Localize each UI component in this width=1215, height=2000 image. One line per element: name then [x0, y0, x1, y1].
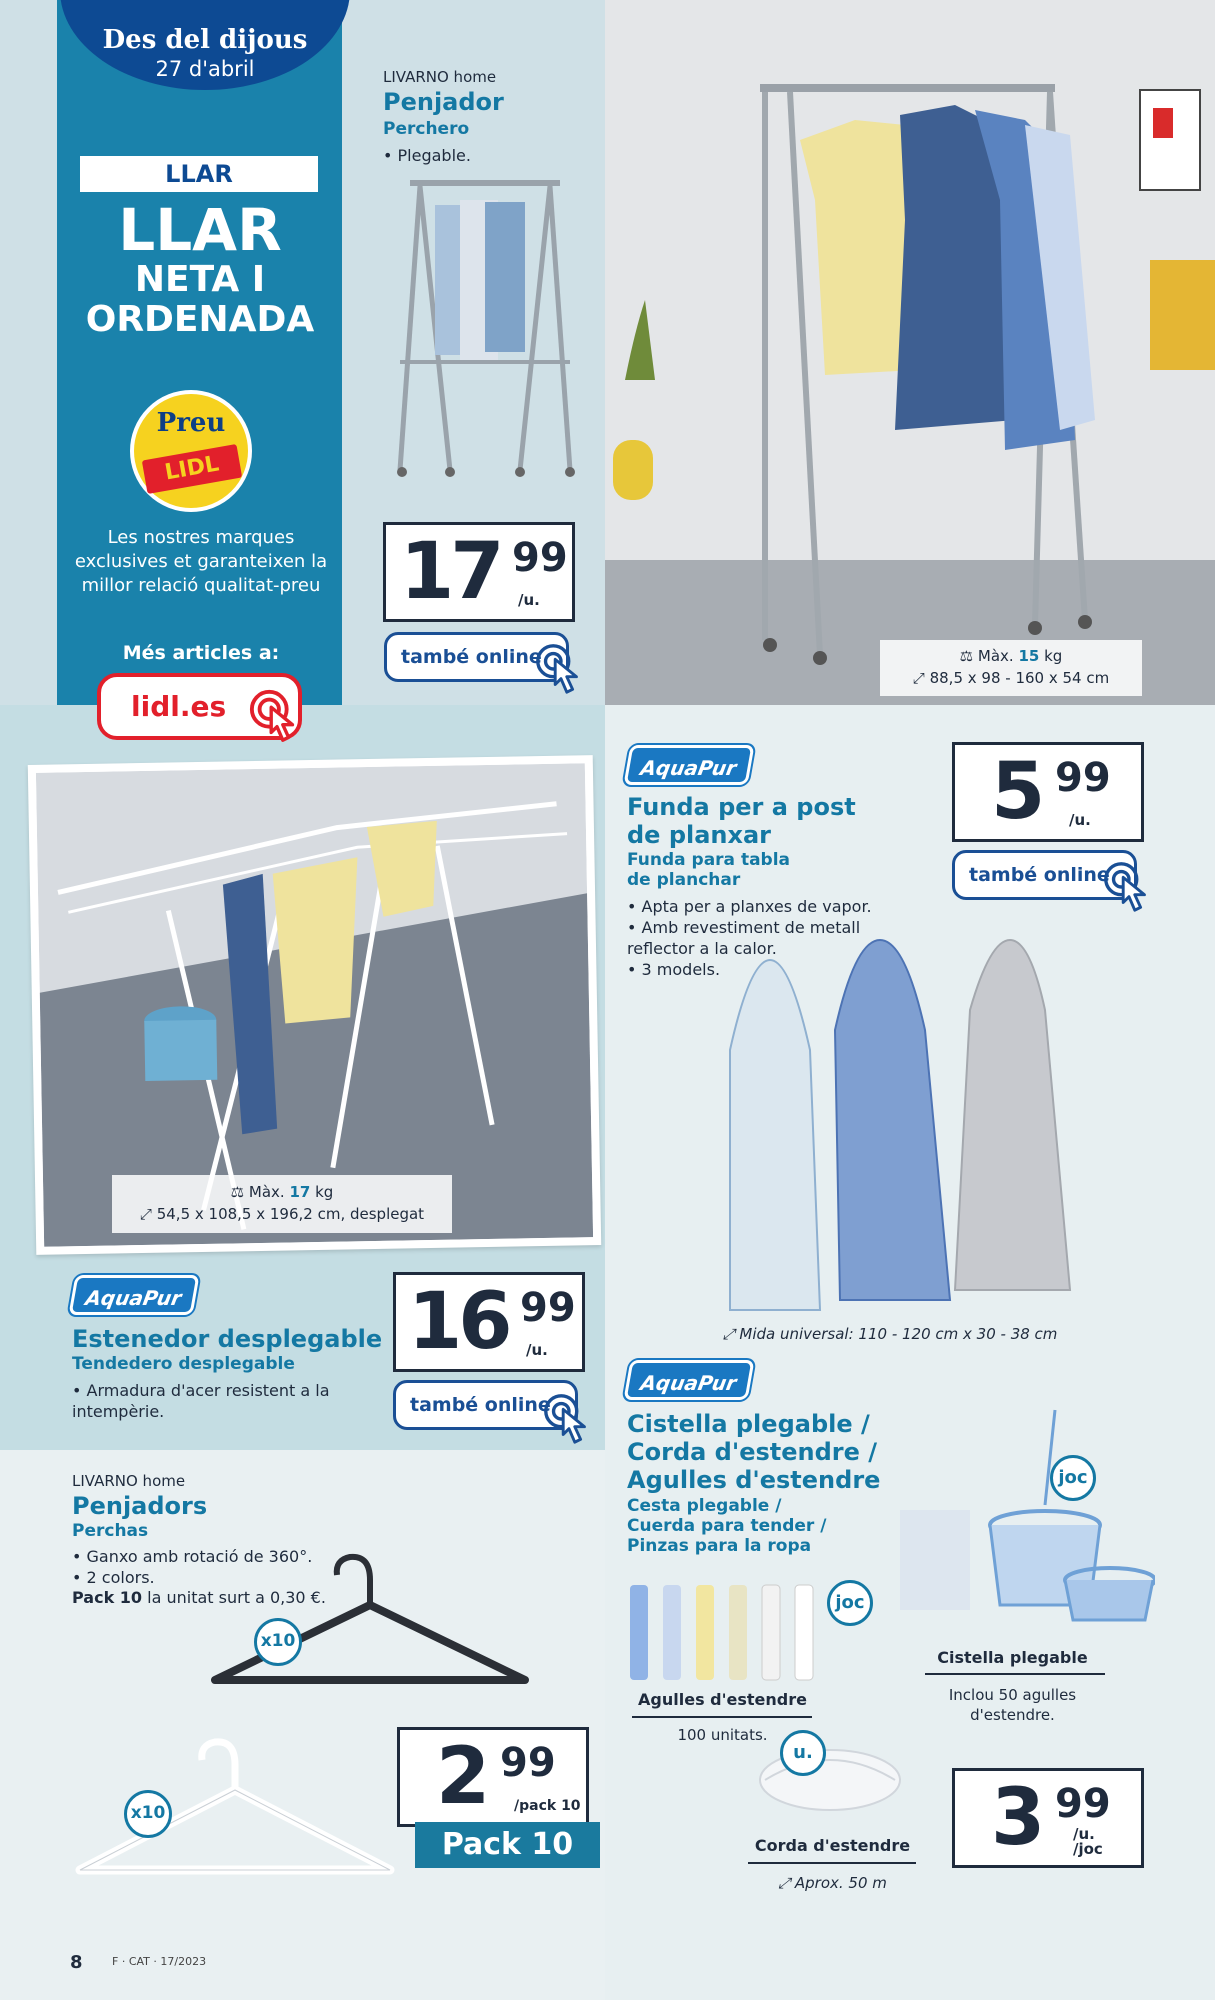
ironing-price-integer: 5	[991, 747, 1042, 837]
hangers-pack-note-bold: Pack 10	[72, 1588, 143, 1607]
drying-rack-spec-box	[112, 1175, 452, 1233]
hangers-price-unit: /pack 10	[514, 1798, 581, 1814]
laundry-price-box	[952, 1768, 1144, 1868]
rack-title: Penjador	[383, 88, 504, 116]
hangers-x10-badge-white: x10	[124, 1790, 172, 1838]
basket-joc-badge: joc	[1050, 1455, 1096, 1501]
rack-spec-load	[880, 645, 1142, 667]
hangers-price-box	[397, 1727, 589, 1827]
ironing-click-hand-icon	[1100, 858, 1158, 916]
ironing-online-button[interactable]: també online	[952, 850, 1137, 900]
dimension-arrow-icon: ⤢	[778, 1874, 791, 1892]
hangers-brand: LIVARNO home	[72, 1472, 186, 1490]
rack-price-decimals: 99	[512, 535, 568, 581]
ironing-covers-image	[700, 930, 1090, 1320]
hangers-subtitle: Perchas	[72, 1521, 149, 1541]
headline-line2: NETA I	[134, 259, 266, 300]
hangers-pack-note-text: la unitat surt a 0,30 €.	[147, 1588, 326, 1607]
basket-divider	[925, 1673, 1105, 1675]
hangers-x10-badge-black: x10	[254, 1618, 302, 1666]
website-link[interactable]: lidl.es	[97, 673, 302, 740]
ironing-brand-logo: AquaPur	[623, 745, 754, 785]
laundry-price-unit-line2: /joc	[1073, 1840, 1103, 1858]
weight-icon: ⚖	[230, 1183, 245, 1201]
hangers-pack-label: Pack 10	[415, 1822, 600, 1868]
laundry-price-unit-line1: /u.	[1073, 1825, 1095, 1843]
rack-spec-box	[880, 640, 1142, 696]
pegs-name: Agulles d'estendre	[638, 1690, 807, 1709]
drying-rack-brand-logo: AquaPur	[68, 1275, 199, 1315]
ironing-title-line1: Funda per a post	[627, 793, 856, 821]
rack-brand: LIVARNO home	[383, 68, 497, 86]
rack-click-hand-icon	[532, 640, 590, 698]
drying-rack-price-unit: /u.	[526, 1341, 548, 1359]
hangers-price-integer: 2	[436, 1732, 487, 1822]
ironing-price-decimals: 99	[1055, 755, 1111, 801]
brand-description: Les nostres marques exclusives et garanteixen la millor relació qualitat-preu	[74, 527, 328, 596]
laundry-subtitle-line2: Cuerda para tender /	[627, 1516, 827, 1536]
drying-rack-price-decimals: 99	[520, 1285, 576, 1331]
drying-rack-bullet: • Armadura d'acer resistent a la intempèrie.	[72, 1380, 362, 1422]
ironing-bullet: • Apta per a planxes de vapor.	[627, 896, 897, 917]
ironing-subtitle-line1: Funda para tabla	[627, 850, 791, 870]
page-number: 8	[70, 1952, 83, 1973]
rope-name: Corda d'estendre	[754, 1836, 911, 1855]
date-line1: Des del dijous	[102, 25, 308, 55]
drying-rack-subtitle: Tendedero desplegable	[72, 1354, 295, 1374]
more-articles-label: Més articles a:	[122, 642, 280, 664]
laundry-subtitle-line3: Pinzas para la ropa	[627, 1536, 812, 1556]
preu-lidl-logo	[130, 390, 252, 512]
rack-spec-load-label: Màx.	[977, 647, 1014, 665]
weight-icon: ⚖	[959, 647, 974, 665]
rack-online-button[interactable]: també online	[384, 632, 569, 682]
rack-product-image	[390, 170, 580, 490]
rack-price-integer: 17	[400, 527, 501, 617]
ironing-price-unit: /u.	[1069, 811, 1091, 829]
laundry-price-integer: 3	[991, 1773, 1042, 1863]
drying-rack-spec-load-unit: kg	[315, 1183, 334, 1201]
rope-unit-badge: u.	[780, 1730, 826, 1776]
rack-spec-size-row	[880, 667, 1142, 689]
drying-rack-spec-load-label: Màx.	[248, 1183, 285, 1201]
laundry-price-unit	[1073, 1827, 1103, 1857]
rack-spec-size: 88,5 x 98 - 160 x 54 cm	[929, 669, 1110, 687]
rope-length-row	[745, 1874, 920, 1892]
rack-lifestyle-photo	[605, 0, 1215, 705]
rope-divider	[748, 1862, 916, 1864]
dimension-arrow-icon: ⤢	[139, 1205, 152, 1223]
dimension-arrow-icon: ⤢	[912, 669, 925, 687]
hangers-bullet: • 2 colors.	[72, 1567, 312, 1588]
basket-name: Cistella plegable	[937, 1648, 1088, 1667]
drying-rack-click-hand-icon	[540, 1390, 598, 1448]
drying-rack-spec-size: 54,5 x 108,5 x 196,2 cm, desplegat	[156, 1205, 425, 1223]
date-badge	[60, 0, 350, 90]
rack-subtitle: Perchero	[383, 119, 470, 139]
clothesline-rope-image	[745, 1720, 915, 1830]
hangers-bullet: • Ganxo amb rotació de 360°.	[72, 1546, 312, 1567]
laundry-title-line3: Agulles d'estendre	[627, 1466, 881, 1494]
ironing-title-line2: de planxar	[627, 821, 772, 849]
hangers-price-decimals: 99	[500, 1740, 556, 1786]
hangers-title: Penjadors	[72, 1492, 208, 1520]
laundry-brand-logo: AquaPur	[623, 1360, 754, 1400]
ironing-bullet: • Amb revestiment de metall reflector a la calor.	[627, 917, 897, 959]
click-hand-icon	[248, 688, 306, 746]
drying-rack-online-button[interactable]: també online	[393, 1380, 578, 1430]
drying-rack-spec-size-row	[112, 1203, 452, 1225]
white-hanger-image	[70, 1720, 400, 1900]
drying-rack-price-integer: 16	[408, 1277, 509, 1367]
rack-price-unit: /u.	[518, 591, 540, 609]
clothespegs-image	[625, 1575, 830, 1685]
ironing-size-caption-row	[720, 1325, 1060, 1343]
drying-rack-spec-load	[112, 1181, 452, 1203]
rack-spec-load-unit: kg	[1044, 647, 1063, 665]
headline-line3: ORDENADA	[85, 299, 315, 340]
logo-text-lidl: LIDL	[142, 444, 242, 494]
ironing-subtitle-line2: de planchar	[627, 870, 741, 890]
basket-description: Inclou 50 agulles d'estendre.	[948, 1686, 1077, 1724]
drying-rack-bullets	[72, 1380, 362, 1422]
folding-basket-image	[895, 1405, 1155, 1635]
rope-description: Aprox. 50 m	[794, 1874, 887, 1892]
date-line2: 27 d'abril	[155, 57, 255, 81]
pegs-divider	[632, 1716, 812, 1718]
headline-line1: LLAR	[118, 196, 282, 264]
ironing-price-box	[952, 742, 1144, 842]
ironing-bullet: • 3 models.	[627, 959, 897, 980]
rack-spec-load-value: 15	[1018, 647, 1040, 665]
drying-rack-price-box	[393, 1272, 585, 1372]
category-label: LLAR	[80, 156, 318, 192]
dimension-arrow-icon: ⤢	[722, 1325, 735, 1343]
logo-text-preu: Preu	[156, 408, 226, 438]
ironing-size-caption: Mida universal: 110 - 120 cm x 30 - 38 cm	[739, 1325, 1058, 1343]
laundry-price-decimals: 99	[1055, 1781, 1111, 1827]
laundry-title-line2: Corda d'estendre /	[627, 1438, 878, 1466]
pegs-joc-badge: joc	[827, 1580, 873, 1626]
rack-bullets	[383, 145, 471, 166]
footer-code: F · CAT · 17/2023	[112, 1955, 207, 1968]
laundry-title-line1: Cistella plegable /	[627, 1410, 870, 1438]
drying-rack-spec-load-value: 17	[289, 1183, 311, 1201]
headline-rest	[60, 260, 340, 340]
black-hanger-image	[205, 1535, 535, 1705]
pegs-description: 100 unitats.	[677, 1726, 768, 1744]
rack-bullet: • Plegable.	[383, 145, 471, 166]
laundry-subtitle-line1: Cesta plegable /	[627, 1496, 782, 1516]
drying-rack-title: Estenedor desplegable	[72, 1325, 383, 1353]
promo-panel	[57, 0, 342, 705]
rack-price-box	[383, 522, 575, 622]
